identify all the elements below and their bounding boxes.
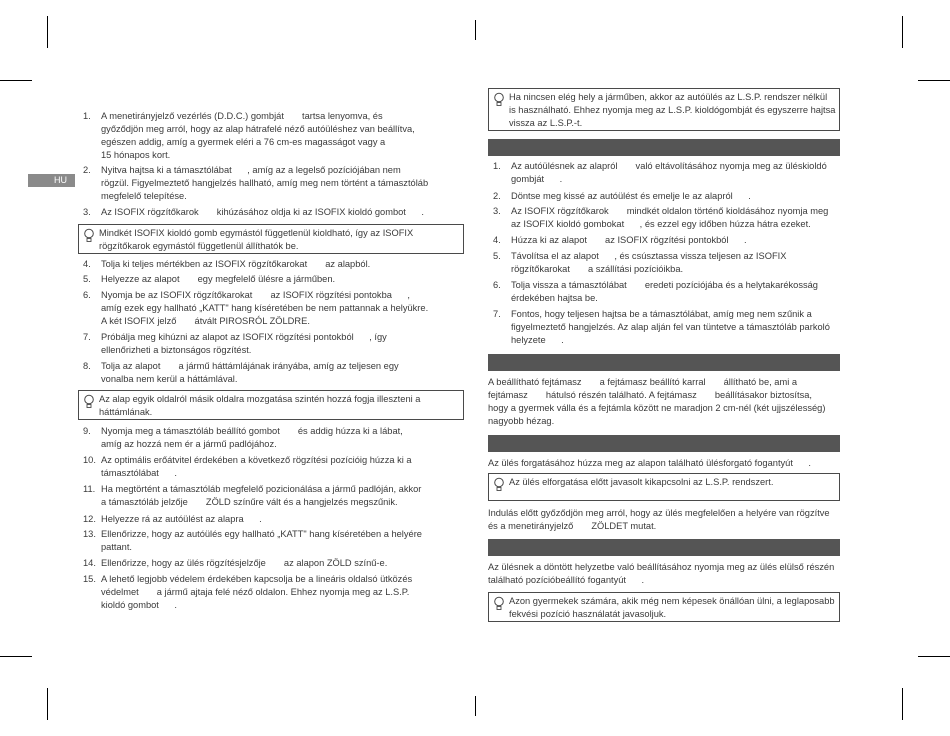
section-header-bar	[488, 435, 840, 452]
step-text: Az optimális erőátvitel érdekében a következő rögzítési pozícióig húzza ki a támasztólábat .	[101, 455, 412, 478]
step-number: 9.	[83, 426, 91, 436]
tip-text: Mindkét ISOFIX kioldó gomb egymástól függetlenül kioldható, így az ISOFIX rögzítőkarok egymástól függetlenül állíthatók be.	[99, 228, 414, 251]
headrest-paragraph: A beállítható fejtámasz a fejtámasz beállító karral állítható be, ami a fejtámasz hátulsó részén található. A fejtámasz beállításakor biztosítsa, hogy a gyermek válla és a fejtámla között ne maradjon 2 cm-nél (két ujjszélesség) nagyobb hézag.	[488, 377, 826, 426]
step-text: Tolja ki teljes mértékben az ISOFIX rögzítőkarokat az alapból.	[101, 259, 371, 269]
crop-mark	[918, 80, 950, 81]
tip-box	[78, 390, 464, 420]
step-number: 4.	[493, 235, 501, 245]
step-number: 11.	[83, 484, 96, 494]
step-text: A lehető legjobb védelem érdekében kapcsolja be a lineáris oldalsó ütközés védelmet a jármű ajtaja felé néző oldalon. Ehhez nyomja meg az L.S.P. kioldó gombot .	[101, 574, 413, 610]
crop-mark	[47, 688, 48, 720]
step-item	[78, 273, 464, 286]
tip-box	[488, 473, 840, 501]
tip-box	[488, 88, 840, 131]
step-number: 5.	[493, 251, 501, 261]
step-item	[78, 454, 464, 480]
section-header-bar	[488, 139, 840, 156]
step-number: 1.	[83, 111, 91, 121]
step-text: Az ISOFIX rögzítőkarok kihúzásához oldja ki az ISOFIX kioldó gombot .	[101, 207, 424, 217]
step-number: 8.	[83, 361, 91, 371]
step-item	[78, 258, 464, 271]
departure-paragraph: Indulás előtt győződjön meg arról, hogy az ülés megfelelően a helyére van rögzítve és a menetirányjelző ZÖLDET mutat.	[488, 508, 830, 531]
step-text: Az autóülésnek az alapról való eltávolításához nyomja meg az üléskioldó gombját .	[511, 161, 827, 184]
step-number: 4.	[83, 259, 91, 269]
step-text: Döntse meg kissé az autóülést és emelje le az alapról .	[511, 191, 751, 201]
step-number: 13.	[83, 529, 96, 539]
step-item	[78, 528, 464, 554]
removal-step-item	[488, 190, 840, 203]
step-text: Helyezze az alapot egy megfelelő ülésre a járműben.	[101, 274, 336, 284]
removal-step-item	[488, 279, 840, 305]
step-item	[78, 513, 464, 526]
step-text: Nyomja be az ISOFIX rögzítőkarokat az ISOFIX rögzítési pontokba , amíg ezek egy hallható „KATT" hang kíséretében be nem pattannak a helyükre. A két ISOFIX jelző átvált PIROSRÓL ZÖLDRE.	[101, 290, 429, 326]
step-number: 6.	[83, 290, 91, 300]
crop-mark	[918, 656, 950, 657]
step-item	[78, 425, 464, 451]
crop-mark	[902, 16, 903, 48]
crop-mark	[0, 656, 32, 657]
step-number: 1.	[493, 161, 501, 171]
step-item	[78, 164, 464, 203]
crop-mark	[475, 20, 476, 40]
recline-paragraph: Az ülésnek a döntött helyzetbe való beállításához nyomja meg az ülés elülső részén található pozícióbeállító fogantyút .	[488, 562, 835, 585]
removal-step-item	[488, 250, 840, 276]
step-item	[78, 360, 464, 386]
step-text: Próbálja meg kihúzni az alapot az ISOFIX rögzítési pontokból , így ellenőrizheti a biztonságos rögzítést.	[101, 332, 387, 355]
step-text: Tolja vissza a támasztólábat eredeti pozíciójába és a helytakarékosság érdekében hajtsa be.	[511, 280, 818, 303]
step-text: Ellenőrizze, hogy az ülés rögzítésjelzője az alapon ZÖLD színű-e.	[101, 558, 388, 568]
step-text: Fontos, hogy teljesen hajtsa be a támasztólábat, amíg meg nem szűnik a figyelmeztető hangjelzés. Az alap alján fel van tüntetve a támasztóláb parkoló helyzete .	[511, 309, 830, 345]
step-number: 2.	[493, 191, 501, 201]
step-text: A menetirányjelző vezérlés (D.D.C.) gombját tartsa lenyomva, és győződjön meg arról, hogy az alap hátrafelé néző autóüléshez van beállítva, egészen addig, amíg a gyermek eléri a 76 cm-es magasságot vagy a 15 hónapos kort.	[101, 111, 415, 160]
step-text: Helyezze rá az autóülést az alapra .	[101, 514, 262, 524]
rotate-paragraph: Az ülés forgatásához húzza meg az alapon található ülésforgató fogantyút .	[488, 458, 812, 468]
removal-step-item	[488, 205, 840, 231]
lightbulb-icon	[493, 477, 505, 492]
step-text: Húzza ki az alapot az ISOFIX rögzítési pontokból .	[511, 235, 747, 245]
step-number: 2.	[83, 165, 91, 175]
removal-step-item	[488, 234, 840, 247]
crop-mark	[902, 688, 903, 720]
step-item	[78, 573, 464, 612]
step-text: Az ISOFIX rögzítőkarok mindkét oldalon történő kioldásához nyomja meg az ISOFIX kioldó gombokat , és ezzel egy időben húzza hátra ezeket.	[511, 206, 829, 229]
lightbulb-icon	[83, 394, 95, 409]
lightbulb-icon	[493, 596, 505, 611]
step-item	[78, 110, 464, 162]
step-number: 3.	[493, 206, 501, 216]
tip-text: Az alap egyik oldalról másik oldalra mozgatása szintén hozzá fogja illeszteni a háttámlának.	[99, 394, 421, 417]
step-item	[78, 557, 464, 570]
step-number: 3.	[83, 207, 91, 217]
lightbulb-icon	[83, 228, 95, 243]
step-text: Távolítsa el az alapot , és csúsztassa vissza teljesen az ISOFIX rögzítőkarokat a szállítási pozícióikba.	[511, 251, 787, 274]
step-item	[78, 483, 464, 509]
step-number: 7.	[83, 332, 91, 342]
step-text: Ellenőrizze, hogy az autóülés egy hallható „KATT" hang kíséretében a helyére pattant.	[101, 529, 422, 552]
step-item	[78, 331, 464, 357]
step-item	[78, 206, 464, 219]
step-number: 7.	[493, 309, 501, 319]
crop-mark	[475, 696, 476, 716]
tip-text: Azon gyermekek számára, akik még nem képesek önállóan ülni, a leglaposabb fekvési pozíció használatát javasoljuk.	[509, 596, 835, 619]
step-number: 14.	[83, 558, 96, 568]
crop-mark	[0, 80, 32, 81]
tip-text: Ha nincsen elég hely a járműben, akkor az autóülés az L.S.P. rendszer nélkül is használható. Ehhez nyomja meg az L.S.P. kioldógombját és egyszerre hajtsa vissza az L.S.P.-t.	[509, 92, 836, 128]
removal-step-item	[488, 308, 840, 347]
crop-mark	[47, 16, 48, 48]
tip-box	[488, 592, 840, 622]
step-text: Nyomja meg a támasztóláb beállító gombot és addig húzza ki a lábat, amíg az hozzá nem ér a jármű padlójához.	[101, 426, 403, 449]
tip-box	[78, 224, 464, 254]
lightbulb-icon	[493, 92, 505, 107]
removal-step-item	[488, 160, 840, 186]
step-text: Tolja az alapot a jármű háttámlájának irányába, amíg az teljesen egy vonalba nem kerül a háttámlával.	[101, 361, 399, 384]
language-tab: HU	[28, 174, 75, 187]
step-number: 5.	[83, 274, 91, 284]
step-text: Nyitva hajtsa ki a támasztólábat , amíg az a legelső pozíciójában nem rögzül. Figyelmeztető hangjelzés hallható, amíg meg nem történt a támasztóláb megfelelő telepítése.	[101, 165, 429, 201]
step-number: 10.	[83, 455, 96, 465]
tip-text: Az ülés elforgatása előtt javasolt kikapcsolni az L.S.P. rendszert.	[509, 477, 774, 487]
step-item	[78, 289, 464, 328]
step-number: 12.	[83, 514, 96, 524]
step-number: 6.	[493, 280, 501, 290]
step-number: 15.	[83, 574, 96, 584]
section-header-bar	[488, 539, 840, 556]
section-header-bar	[488, 354, 840, 371]
step-text: Ha megtörtént a támasztóláb megfelelő pozicionálása a jármű padlóján, akkor a támasztóláb jelzője ZÖLD színűre vált és a hangjelzés megszűnik.	[101, 484, 422, 507]
